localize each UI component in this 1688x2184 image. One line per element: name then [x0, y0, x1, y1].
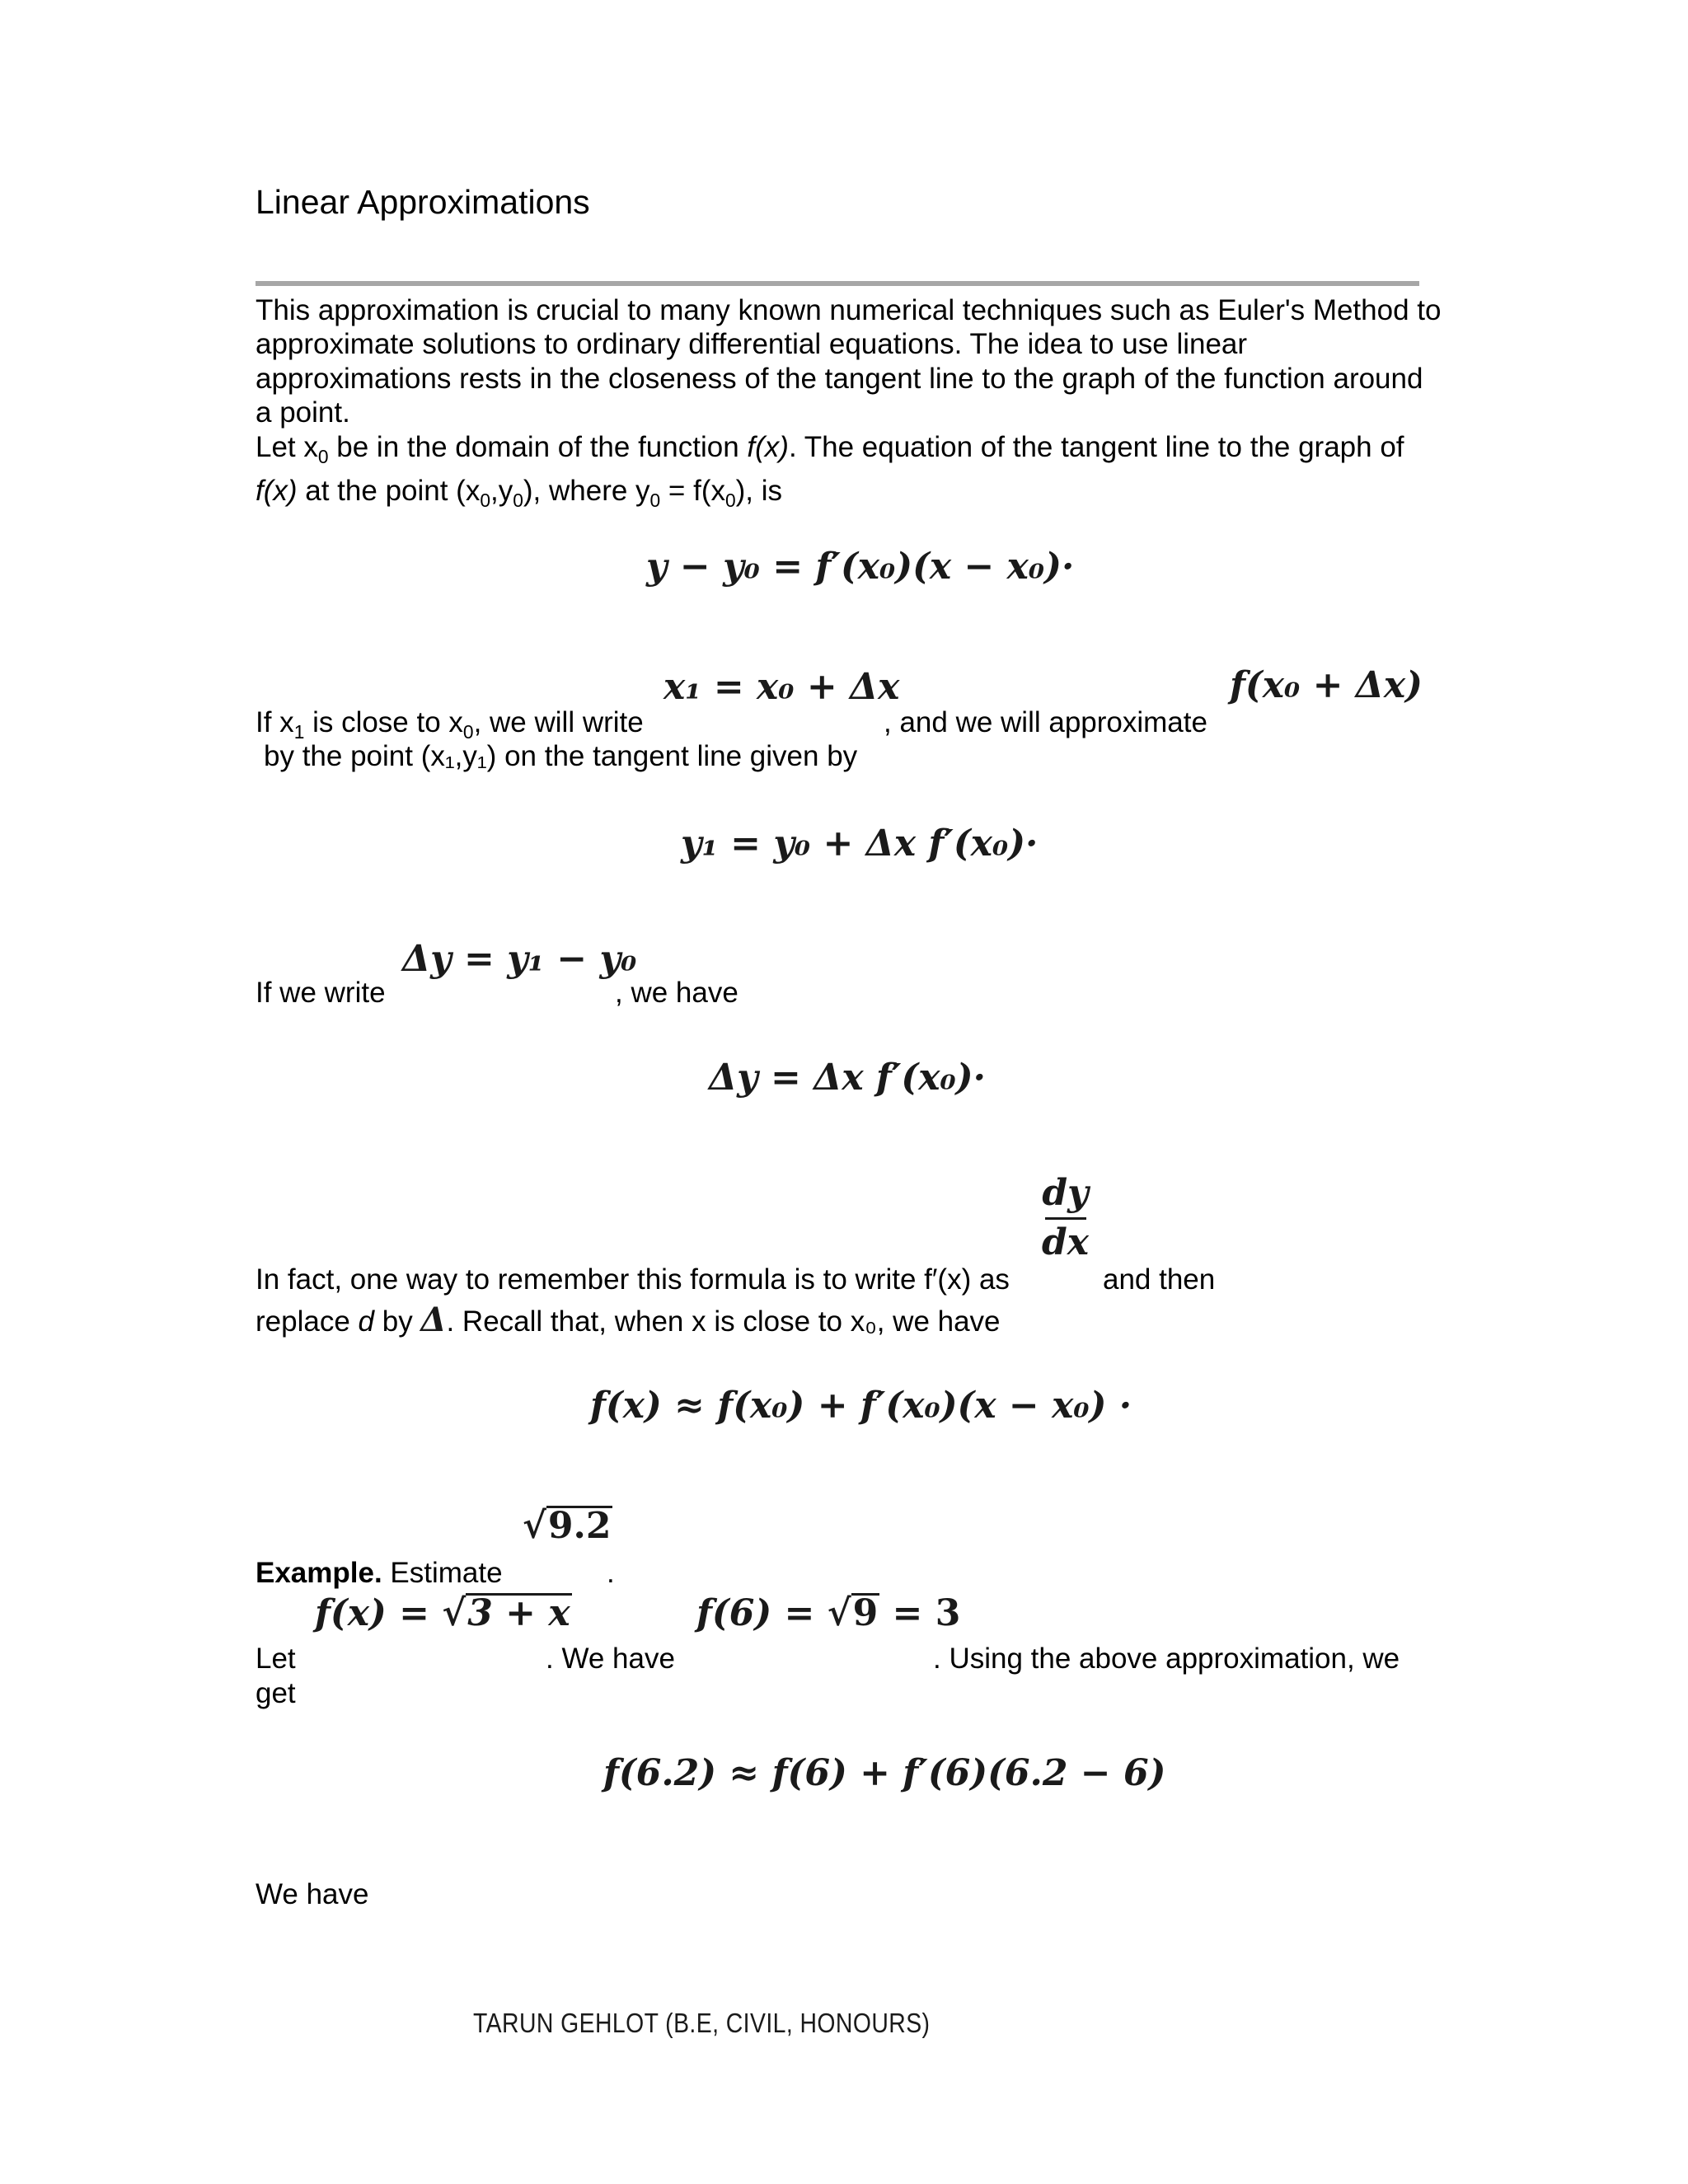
- intro-paragraph: [256, 293, 1442, 518]
- example-line: Example. Estimate: [256, 1557, 503, 1589]
- math-f-x-sqrt: f(x) = √3 + x: [315, 1592, 570, 1634]
- equation-linear-approx: f(x) ≈ f(x₀) + f′(x₀)(x − x₀) ·: [590, 1385, 1132, 1427]
- equation-delta-y: Δy = Δx f′(x₀)·: [709, 1057, 986, 1099]
- text-and-then: and then: [1103, 1263, 1216, 1296]
- text-tangent-point: by the point (x₁,y₁) on the tangent line given by: [264, 740, 858, 772]
- text-let: Let: [256, 1643, 296, 1675]
- footer-author: TARUN GEHLOT (B.E, CIVIL, HONOURS): [473, 2008, 931, 2038]
- fraction-bar: [1045, 1217, 1086, 1220]
- example-label: Example.: [256, 1557, 382, 1589]
- text-and-approximate: , and we will approximate: [884, 706, 1207, 738]
- sqrt-argument: 9.2: [547, 1505, 612, 1547]
- fraction-dy-dx: [1042, 1172, 1089, 1263]
- example-period: .: [607, 1557, 615, 1589]
- text-if-we-write: If we write: [256, 977, 386, 1009]
- inline-math-x1: x₁ = x₀ + Δx: [663, 666, 900, 708]
- intro-text: This approximation is crucial to many known numerical techniques such as Euler's Method to approximate solutions to ordinary differential equations. The idea to use linear approximations rests in the closeness of the tangent line to the graph of the function around a point.: [256, 294, 1442, 429]
- text-we-have: , we have: [615, 977, 738, 1009]
- fraction-numerator: dy: [1042, 1172, 1089, 1214]
- inline-math-f-x0-dx: f(x₀ + Δx): [1230, 664, 1423, 706]
- intro-let-line: Let $x_0$ be in the domain of the function f(x). The equation of the tangent line to the graph of f(x) at the point $(x_0,y_0)$, where $y_0 = f(x_0)$, is: [256, 430, 1404, 512]
- fraction-denominator: dx: [1042, 1221, 1089, 1263]
- text-we-have-2: . We have: [546, 1643, 675, 1675]
- math-f6: f(6) = √9 = 3: [696, 1592, 961, 1634]
- inline-math-delta-y: Δy = y₁ − y₀: [402, 938, 637, 980]
- text-if-x1-close: If $x_1$ is close to $x_0$, we will write: [256, 706, 644, 743]
- equation-tangent-line: y − y₀ = f′(x₀)(x − x₀)·: [646, 546, 1075, 588]
- text-using-above: . Using the above approximation, we: [933, 1643, 1400, 1675]
- delta-symbol: Δ: [420, 1301, 447, 1339]
- equation-y1: y₁ = y₀ + Δx f′(x₀)·: [681, 823, 1039, 865]
- text-in-fact: In fact, one way to remember this formula is to write f′(x) as: [256, 1263, 1010, 1296]
- horizontal-rule: [256, 281, 1419, 286]
- text-replace-d: replace d by Δ. Recall that, when x is close to x₀, we have: [256, 1301, 1001, 1339]
- equation-f6-2: f(6.2) ≈ f(6) + f′(6)(6.2 − 6): [603, 1752, 1166, 1794]
- page-title: Linear Approximations: [256, 183, 590, 221]
- text-we-have-final: We have: [256, 1878, 369, 1910]
- sqrt-9-2: √9.2: [523, 1505, 612, 1547]
- text-get: get: [256, 1677, 296, 1709]
